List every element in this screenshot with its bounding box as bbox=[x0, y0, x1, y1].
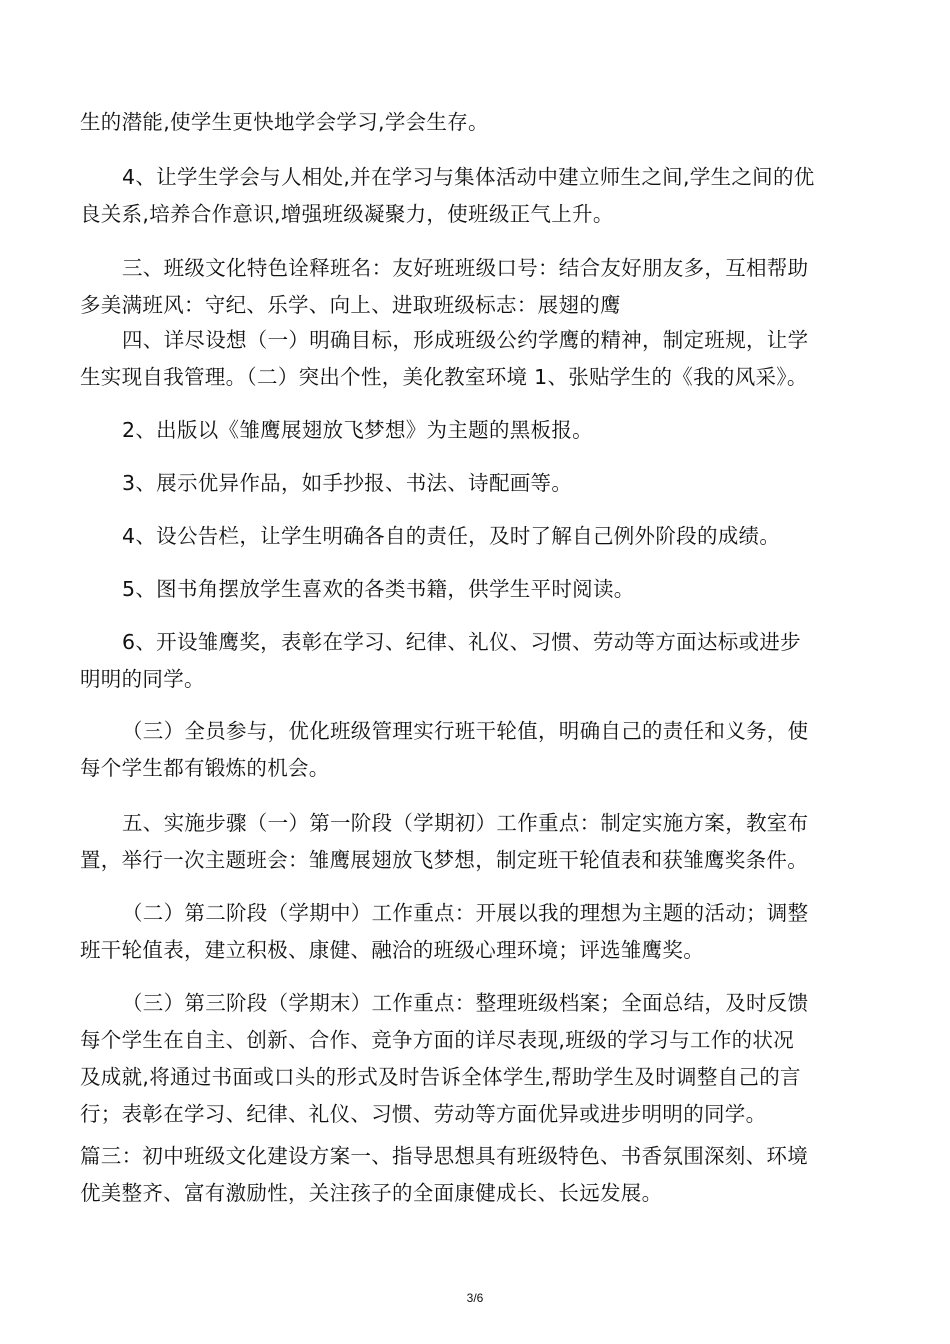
text-line: 篇三：初中班级文化建设方案一、指导思想具有班级特色、书香氛围深刻、环境 bbox=[80, 1144, 808, 1168]
text-line: 生实现自我管理。（二）突出个性，美化教室环境 1、张贴学生的《我的风采》。 bbox=[80, 365, 808, 389]
text-line: 行；表彰在学习、纪律、礼仪、习惯、劳动等方面优异或进步明明的同学。 bbox=[80, 1102, 767, 1126]
text-line: （二）第二阶段（学期中）工作重点：开展以我的理想为主题的活动；调整 bbox=[122, 901, 809, 925]
paragraph bbox=[80, 571, 870, 608]
paragraph bbox=[80, 895, 870, 969]
text-line: 3、展示优异作品，如手抄报、书法、诗配画等。 bbox=[122, 471, 573, 495]
text-line: 6、开设雏鹰奖，表彰在学习、纪律、礼仪、习惯、劳动等方面达标或进步 bbox=[122, 630, 801, 654]
paragraph bbox=[80, 713, 870, 787]
text-line: 2、出版以《雏鹰展翅放飞梦想》为主题的黑板报。 bbox=[122, 418, 593, 442]
paragraph bbox=[80, 104, 870, 141]
text-line: 生的潜能,使学生更快地学会学习,学会生存。 bbox=[80, 110, 489, 134]
paragraph bbox=[80, 805, 870, 879]
text-line: 良关系,培养合作意识,增强班级凝聚力，使班级正气上升。 bbox=[80, 202, 614, 226]
paragraph bbox=[80, 985, 870, 1133]
text-line: 及成就,将通过书面或口头的形式及时告诉全体学生,帮助学生及时调整自己的言 bbox=[80, 1065, 801, 1089]
text-line: 五、实施步骤（一）第一阶段（学期初）工作重点：制定实施方案，教室布 bbox=[122, 811, 809, 835]
text-line: 每个学生在自主、创新、合作、竞争方面的详尽表现,班级的学习与工作的状况 bbox=[80, 1028, 795, 1052]
paragraph bbox=[80, 465, 870, 502]
paragraph bbox=[80, 322, 870, 396]
text-line: 四、详尽设想（一）明确目标，形成班级公约学鹰的精神，制定班规，让学 bbox=[122, 328, 809, 352]
paragraph bbox=[80, 412, 870, 449]
text-line: 明明的同学。 bbox=[80, 667, 205, 691]
text-line: （三）第三阶段（学期末）工作重点：整理班级档案；全面总结，及时反馈 bbox=[122, 991, 809, 1015]
paragraph bbox=[80, 624, 870, 698]
text-line: 5、图书角摆放学生喜欢的各类书籍，供学生平时阅读。 bbox=[122, 577, 635, 601]
text-line: 4、让学生学会与人相处,并在学习与集体活动中建立师生之间,学生之间的优 bbox=[122, 165, 815, 189]
paragraph bbox=[80, 1138, 870, 1212]
text-line: 多美满班风：守纪、乐学、向上、进取班级标志：展翅的鹰 bbox=[80, 293, 621, 317]
paragraph bbox=[80, 250, 870, 324]
page-number: 3/6 bbox=[466, 1291, 484, 1305]
paragraph bbox=[80, 159, 870, 233]
text-line: 班干轮值表，建立积极、康健、融洽的班级心理环境；评选雏鹰奖。 bbox=[80, 938, 704, 962]
text-line: 4、设公告栏，让学生明确各自的责任，及时了解自己例外阶段的成绩。 bbox=[122, 524, 781, 548]
text-line: 优美整齐、富有激励性，关注孩子的全面康健成长、长远发展。 bbox=[80, 1181, 663, 1205]
paragraph bbox=[80, 518, 870, 555]
text-line: 置，举行一次主题班会：雏鹰展翅放飞梦想，制定班干轮值表和获雏鹰奖条件。 bbox=[80, 848, 808, 872]
text-line: 三、班级文化特色诠释班名：友好班班级口号：结合友好朋友多，互相帮助 bbox=[122, 256, 809, 280]
text-line: （三）全员参与，优化班级管理实行班干轮值，明确自己的责任和义务，使 bbox=[122, 719, 809, 743]
text-line: 每个学生都有锻炼的机会。 bbox=[80, 756, 330, 780]
